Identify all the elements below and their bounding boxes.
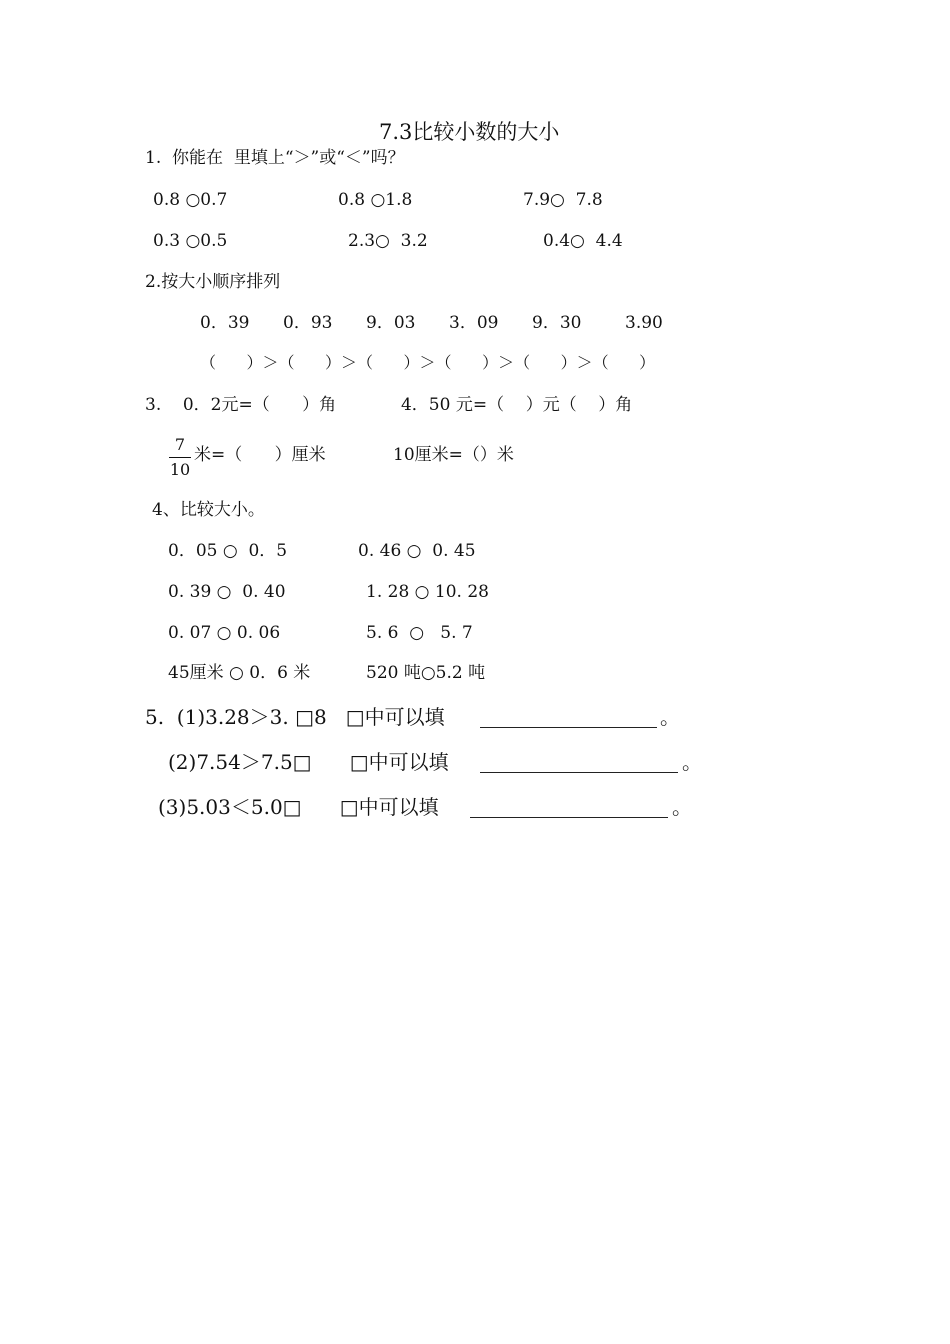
q2-number: 3.90 [625,313,663,333]
q4-item: 5. 6 ○ 5. 7 [366,623,473,643]
answer-blank-1[interactable] [480,727,657,728]
q2-number: 3．09 [449,313,499,333]
q5-end-1: 。 [660,705,680,729]
q5-part3: (3)5.03＜5.0□ □中可以填 [158,795,439,819]
q5-end-2: 。 [682,750,702,774]
q2-number: 0．93 [283,313,333,333]
q1-item: 0.4○ 4.4 [543,231,623,251]
q3-fraction-suffix: 米=（ ）厘米 [194,445,326,465]
q4-item: 1. 28 ○ 10. 28 [366,582,489,602]
q1-item: 0.3 ○0.5 [153,231,228,251]
q4-item: 0. 46 ○ 0. 45 [358,541,476,561]
fraction-bar [169,457,191,458]
q1-prompt: 1. 你能在 里填上“＞”或“＜”吗？ [145,148,405,168]
q2-order-blanks: （ ）＞（ ）＞（ ）＞（ ）＞（ ）＞（ ） [200,353,656,372]
q5-end-3: 。 [672,795,692,819]
q2-number: 9．30 [532,313,582,333]
q4-item: 45厘米 ○ 0．6 米 [168,663,311,683]
q4-item: 520 吨○5.2 吨 [366,663,486,683]
q1-item: 0.8 ○0.7 [153,190,228,210]
q1-item: 2.3○ 3.2 [348,231,428,251]
answer-blank-2[interactable] [480,772,678,773]
q3-item2: 10厘米=（）米 [393,445,514,465]
q1-item: 0.8 ○1.8 [338,190,413,210]
q3-line1: 3. 0．2元=（ ）角 4．50 元=（ ）元（ ）角 [145,395,633,415]
q1-item: 7.9○ 7.8 [523,190,603,210]
q2-number: 9．03 [366,313,416,333]
q2-prompt: 2.按大小顺序排列 [145,272,281,292]
q4-item: 0. 39 ○ 0. 40 [168,582,286,602]
answer-blank-3[interactable] [470,817,668,818]
fraction-numerator: 7 [174,435,186,454]
q4-prompt: 4、比较大小。 [152,500,265,520]
q5-part1: 5. (1)3.28＞3. □8 □中可以填 [145,705,445,729]
fraction-denominator: 10 [169,460,191,479]
q2-number: 0．39 [200,313,250,333]
q4-item: 0. 07 ○ 0. 06 [168,623,281,643]
q4-item: 0．05 ○ 0．5 [168,541,288,561]
page-title: 7.3比较小数的大小 [379,120,560,144]
q5-part2: (2)7.54＞7.5□ □中可以填 [168,750,449,774]
